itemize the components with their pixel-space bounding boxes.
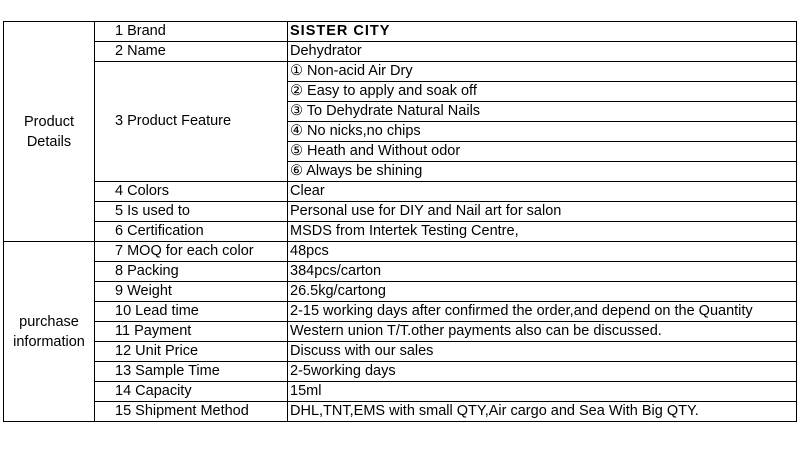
row-label-colors: 4 Colors <box>95 182 288 202</box>
row-label-brand: 1 Brand <box>95 22 288 42</box>
feature-item-5: ⑤ Heath and Without odor <box>288 142 797 162</box>
table-row <box>4 382 797 402</box>
row-value-sample-time: 2-5working days <box>288 362 797 382</box>
row-label-name: 2 Name <box>95 42 288 62</box>
table-row <box>4 42 797 62</box>
table-row <box>4 262 797 282</box>
feature-item-4: ④ No nicks,no chips <box>288 122 797 142</box>
row-value-weight: 26.5kg/cartong <box>288 282 797 302</box>
row-label-moq: 7 MOQ for each color <box>95 242 288 262</box>
table-row <box>4 182 797 202</box>
table-row <box>4 282 797 302</box>
row-value-shipment: DHL,TNT,EMS with small QTY,Air cargo and Sea With Big QTY. <box>288 402 797 422</box>
group-purchase-information: purchase information <box>4 242 95 422</box>
table-row <box>4 322 797 342</box>
row-value-used: Personal use for DIY and Nail art for salon <box>288 202 797 222</box>
row-label-payment: 11 Payment <box>95 322 288 342</box>
row-label-capacity: 14 Capacity <box>95 382 288 402</box>
table-row <box>4 222 797 242</box>
table-row <box>4 22 797 42</box>
row-label-product-feature: 3 Product Feature <box>95 62 288 182</box>
row-label-lead-time: 10 Lead time <box>95 302 288 322</box>
row-label-weight: 9 Weight <box>95 282 288 302</box>
feature-item-2: ② Easy to apply and soak off <box>288 82 797 102</box>
feature-item-3: ③ To Dehydrate Natural Nails <box>288 102 797 122</box>
row-label-certification: 6 Certification <box>95 222 288 242</box>
row-value-name: Dehydrator <box>288 42 797 62</box>
row-value-colors: Clear <box>288 182 797 202</box>
product-spec-table <box>3 21 797 422</box>
table-row <box>4 62 797 82</box>
table-row <box>4 362 797 382</box>
row-label-shipment: 15 Shipment Method <box>95 402 288 422</box>
row-value-brand: SISTER CITY <box>288 22 797 42</box>
table-row <box>4 202 797 222</box>
row-label-used: 5 Is used to <box>95 202 288 222</box>
row-value-capacity: 15ml <box>288 382 797 402</box>
table-row <box>4 302 797 322</box>
table-row <box>4 342 797 362</box>
feature-item-6: ⑥ Always be shining <box>288 162 797 182</box>
row-value-packing: 384pcs/carton <box>288 262 797 282</box>
table-row <box>4 242 797 262</box>
row-label-sample-time: 13 Sample Time <box>95 362 288 382</box>
row-value-payment: Western union T/T.other payments also can be discussed. <box>288 322 797 342</box>
row-value-lead-time: 2-15 working days after confirmed the order,and depend on the Quantity <box>288 302 797 322</box>
row-value-moq: 48pcs <box>288 242 797 262</box>
row-label-unit-price: 12 Unit Price <box>95 342 288 362</box>
row-value-certification: MSDS from Intertek Testing Centre, <box>288 222 797 242</box>
table-row <box>4 402 797 422</box>
row-value-unit-price: Discuss with our sales <box>288 342 797 362</box>
group-product-details: Product Details <box>4 22 95 242</box>
feature-item-1: ① Non-acid Air Dry <box>288 62 797 82</box>
row-label-packing: 8 Packing <box>95 262 288 282</box>
